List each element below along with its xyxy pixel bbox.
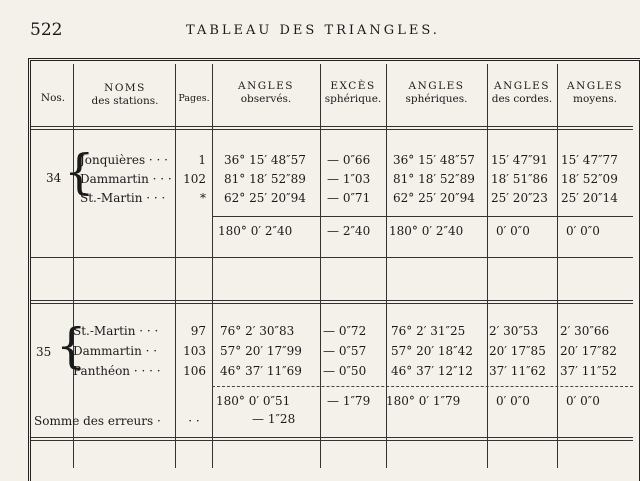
page-number: 522 bbox=[30, 20, 63, 40]
spherical-excess: — 0″66 bbox=[327, 153, 371, 167]
header-angles-cordes-sub: des cordes. bbox=[491, 93, 553, 105]
angle-chord: 18′ 51″86 bbox=[491, 172, 548, 186]
header-angles-spheriques-title: ANGLES bbox=[408, 80, 465, 92]
error-sum-observed: — 1″28 bbox=[252, 412, 296, 426]
header-angles-observes-sub: observés. bbox=[240, 93, 292, 105]
angle-chord: 2′ 30″53 bbox=[489, 324, 539, 338]
header-noms-title: NOMS bbox=[104, 82, 146, 94]
header-angles-spheriques-sub: sphériques. bbox=[405, 93, 468, 105]
spherical-excess: — 0″71 bbox=[327, 191, 371, 205]
angle-mean: 15′ 47″77 bbox=[561, 153, 618, 167]
header-rule bbox=[31, 126, 633, 130]
total-excess: — 2″40 bbox=[327, 224, 371, 238]
total-rule bbox=[212, 216, 633, 217]
total-spherical: 180° 0′ 2″40 bbox=[389, 224, 464, 238]
page-ref: 97 bbox=[190, 324, 206, 338]
page-title: TABLEAU DES TRIANGLES. bbox=[186, 23, 440, 38]
header-noms bbox=[76, 82, 174, 108]
angle-mean: 20′ 17″82 bbox=[560, 344, 617, 358]
header-exces-sub: sphérique. bbox=[324, 93, 382, 105]
header-angles-observes-title: ANGLES bbox=[238, 80, 294, 92]
angle-chord: 37′ 11″62 bbox=[489, 364, 546, 378]
header-angles-observes bbox=[213, 80, 319, 106]
angle-mean: 25′ 20″14 bbox=[561, 191, 618, 205]
total-mean: 0′ 0″0 bbox=[566, 394, 600, 408]
station-name: St.-Martin · · · bbox=[80, 191, 166, 205]
col-sep bbox=[557, 64, 558, 468]
angle-chord: 20′ 17″85 bbox=[489, 344, 546, 358]
spherical-excess: — 0″57 bbox=[323, 344, 367, 358]
angle-chord: 15′ 47″91 bbox=[491, 153, 548, 167]
block-separator bbox=[31, 300, 633, 304]
total-observed: 180° 0′ 0″51 bbox=[216, 394, 291, 408]
angle-spherical: 36° 15′ 48″57 bbox=[393, 153, 475, 167]
spherical-excess: — 1″03 bbox=[327, 172, 371, 186]
header-angles-cordes-title: ANGLES bbox=[494, 80, 550, 92]
error-sum-pages: · · bbox=[188, 414, 200, 428]
total-observed: 180° 0′ 2″40 bbox=[218, 224, 293, 238]
angle-mean: 37′ 11″52 bbox=[560, 364, 617, 378]
angle-observed: 36° 15′ 48″57 bbox=[224, 153, 306, 167]
spherical-excess: — 0″72 bbox=[323, 324, 367, 338]
angle-observed: 46° 37′ 11″69 bbox=[220, 364, 302, 378]
triangle-number: 35 bbox=[36, 345, 52, 359]
error-sum-label: Somme des erreurs · bbox=[34, 414, 161, 428]
total-chord: 0′ 0″0 bbox=[496, 224, 530, 238]
angle-observed: 62° 25′ 20″94 bbox=[224, 191, 306, 205]
header-exces bbox=[321, 80, 385, 106]
total-spherical: 180° 0′ 1″79 bbox=[386, 394, 461, 408]
station-name: Dammartin · · bbox=[73, 344, 158, 358]
angle-mean: 18′ 52″09 bbox=[561, 172, 618, 186]
header-no bbox=[34, 92, 72, 105]
header-angles-moyens-sub: moyens. bbox=[573, 93, 617, 105]
header-pages-text: Pages. bbox=[178, 93, 210, 104]
col-sep bbox=[212, 64, 213, 468]
total-rule bbox=[212, 386, 633, 387]
page-ref: 102 bbox=[183, 172, 206, 186]
angle-observed: 76° 2′ 30″83 bbox=[220, 324, 295, 338]
header-angles-spheriques bbox=[387, 80, 486, 106]
total-chord: 0′ 0″0 bbox=[496, 394, 530, 408]
station-name: Panthéon · · · · bbox=[73, 364, 161, 378]
col-sep bbox=[73, 64, 74, 468]
total-excess: — 1″79 bbox=[327, 394, 371, 408]
header-angles-moyens bbox=[558, 80, 632, 106]
triangle-number: 34 bbox=[46, 171, 62, 185]
bottom-rule bbox=[31, 437, 633, 441]
header-noms-sub: des stations. bbox=[91, 95, 159, 107]
page-ref: 106 bbox=[183, 364, 206, 378]
page-ref: 103 bbox=[183, 344, 206, 358]
header-angles-cordes bbox=[488, 80, 556, 106]
col-sep bbox=[487, 64, 488, 468]
header-exces-title: EXCÈS bbox=[330, 80, 376, 92]
angle-chord: 25′ 20″23 bbox=[491, 191, 548, 205]
header-pages bbox=[176, 92, 212, 105]
brace-icon: { bbox=[56, 318, 87, 374]
angle-spherical: 46° 37′ 12″12 bbox=[391, 364, 473, 378]
header-angles-moyens-title: ANGLES bbox=[567, 80, 623, 92]
station-name: Dammartin · · · bbox=[80, 172, 172, 186]
col-sep bbox=[320, 64, 321, 468]
col-sep bbox=[175, 64, 176, 468]
page-ref: * bbox=[200, 191, 206, 205]
angle-spherical: 76° 2′ 31″25 bbox=[391, 324, 466, 338]
angle-spherical: 62° 25′ 20″94 bbox=[393, 191, 475, 205]
total-mean: 0′ 0″0 bbox=[566, 224, 600, 238]
station-name: Jonquières · · · bbox=[80, 153, 168, 167]
angle-observed: 57° 20′ 17″99 bbox=[220, 344, 302, 358]
station-name: St.-Martin · · · bbox=[73, 324, 159, 338]
angle-spherical: 81° 18′ 52″89 bbox=[393, 172, 475, 186]
angle-mean: 2′ 30″66 bbox=[560, 324, 610, 338]
brace-icon: { bbox=[64, 144, 95, 200]
angle-observed: 81° 18′ 52″89 bbox=[224, 172, 306, 186]
header-no-text: Nos. bbox=[40, 92, 66, 104]
page-ref: 1 bbox=[198, 153, 206, 167]
spherical-excess: — 0″50 bbox=[323, 364, 367, 378]
angle-spherical: 57° 20′ 18″42 bbox=[391, 344, 473, 358]
block-separator bbox=[31, 257, 633, 258]
